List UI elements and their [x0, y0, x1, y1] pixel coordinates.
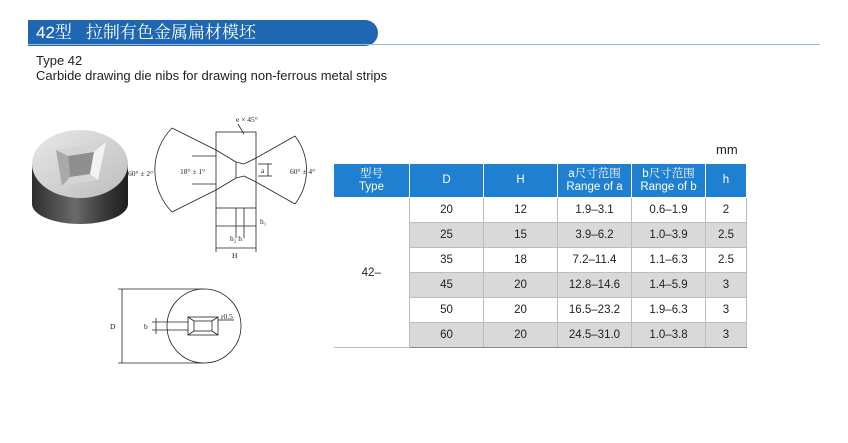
cell-D: 50: [410, 298, 484, 323]
cell-b: 1.0–3.9: [632, 223, 706, 248]
cell-D: 20: [410, 198, 484, 223]
english-description: Carbide drawing die nibs for drawing non-ferrous metal strips: [36, 68, 388, 83]
cell-b: 1.0–3.8: [632, 323, 706, 348]
cell-h: 2.5: [706, 248, 747, 273]
b-label: b: [144, 322, 148, 331]
cell-b: 1.4–5.9: [632, 273, 706, 298]
cell-h: 3: [706, 323, 747, 348]
type-code: 42型: [36, 23, 72, 42]
h1-label: h₁: [260, 217, 267, 226]
cell-D: 35: [410, 248, 484, 273]
cell-H: 15: [484, 223, 558, 248]
angle-inner-label: 18° ± 1°: [180, 167, 206, 176]
header-range-a: a尺寸范围 Range of a: [558, 164, 632, 198]
cell-H: 20: [484, 298, 558, 323]
unit-label: mm: [716, 142, 738, 157]
cell-a: 1.9–3.1: [558, 198, 632, 223]
cell-a: 16.5–23.2: [558, 298, 632, 323]
cell-a: 24.5–31.0: [558, 323, 632, 348]
table-row: [334, 198, 747, 223]
type-line: Type 42: [36, 53, 83, 68]
cell-H: 18: [484, 248, 558, 273]
cell-a: 12.8–14.6: [558, 273, 632, 298]
angle-right-label: 60° ± 4°: [290, 167, 316, 176]
cell-b: 0.6–1.9: [632, 198, 706, 223]
D-label: D: [110, 322, 116, 331]
cell-a: 3.9–6.2: [558, 223, 632, 248]
cell-h: 3: [706, 273, 747, 298]
cell-H: 20: [484, 323, 558, 348]
page-title: [36, 21, 256, 45]
cell-b: 1.1–6.3: [632, 248, 706, 273]
header-D: D: [410, 164, 484, 198]
cell-D: 45: [410, 273, 484, 298]
cell-D: 60: [410, 323, 484, 348]
header-H: H: [484, 164, 558, 198]
table-header-row: [334, 164, 747, 198]
angle-left-label: 60° ± 2°: [128, 169, 154, 178]
cell-a: 7.2–11.4: [558, 248, 632, 273]
end-view-drawing: [104, 284, 264, 368]
a-label: a: [261, 166, 265, 175]
cell-h: 2.5: [706, 223, 747, 248]
header-h: h: [706, 164, 747, 198]
cell-D: 25: [410, 223, 484, 248]
cell-h: 3: [706, 298, 747, 323]
cell-H: 20: [484, 273, 558, 298]
die-nib-3d-render: [28, 120, 132, 232]
r-label: r0.5: [221, 312, 233, 321]
chamfer-label: e × 45°: [236, 115, 258, 124]
spec-table: [333, 163, 747, 348]
header-range-b: b尺寸范围 Range of b: [632, 164, 706, 198]
header-type: 型号 Type: [334, 164, 410, 198]
cell-b: 1.9–6.3: [632, 298, 706, 323]
cell-H: 12: [484, 198, 558, 223]
title-cn: 拉制有色金属扁材模坯: [85, 23, 256, 42]
section-drawing: [128, 92, 332, 266]
cell-h: 2: [706, 198, 747, 223]
type-value-cell: 42–: [334, 198, 410, 348]
H-label: H: [232, 251, 238, 260]
h2h-label: h₂ h: [230, 234, 242, 243]
